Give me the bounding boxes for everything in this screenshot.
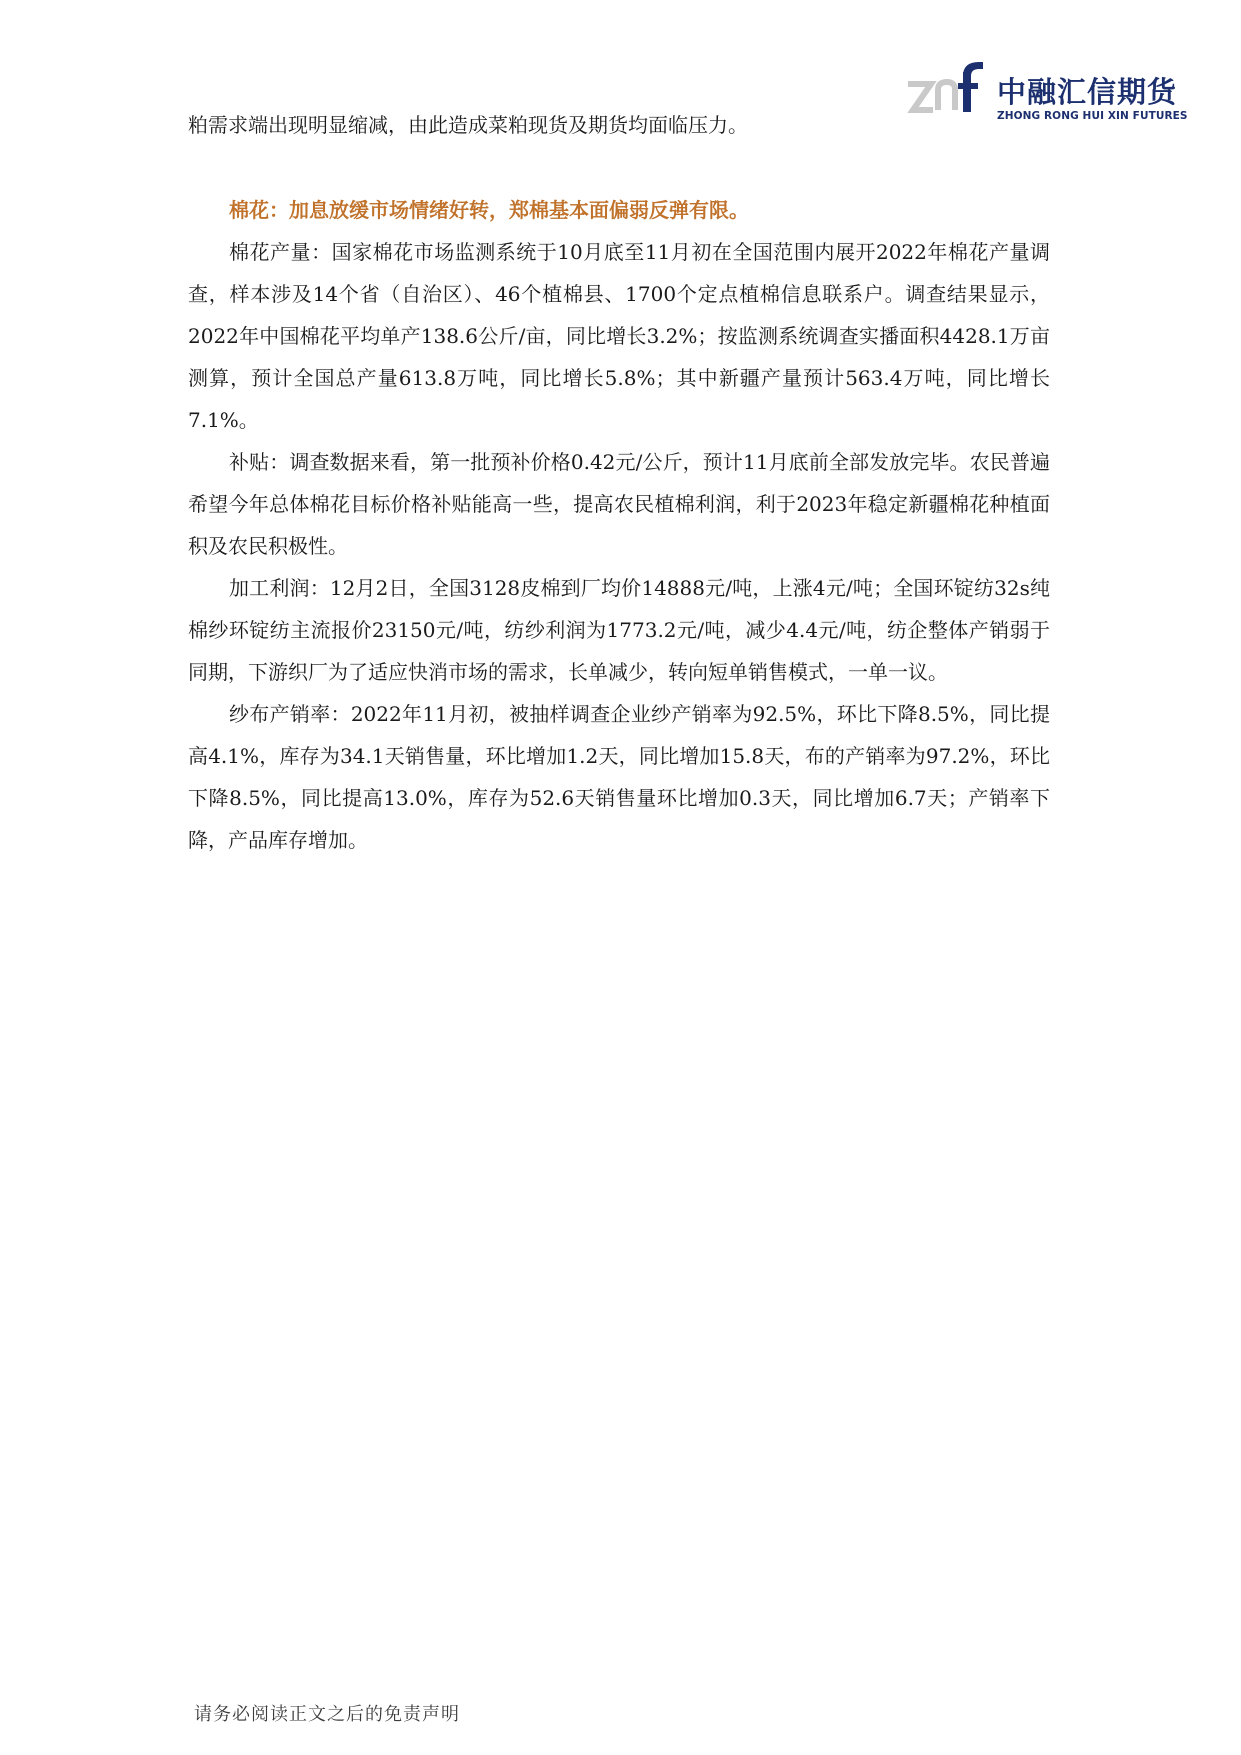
logo-english-name: ZHONG RONG HUI XIN FUTURES <box>997 110 1188 122</box>
logo-chinese-name: 中融汇信期货 <box>997 75 1178 109</box>
paragraph-yarn-cloth-sales: 纱布产销率：2022年11月初，被抽样调查企业纱产销率为92.5%，环比下降8.5%，同比提高4.1%，库存为34.1天销售量，环比增加1.2天，同比增加15.8天，布的产销率为97.2%，环比下降8.5%，同比提高13.0%，库存为52.6天销售量环比增加0.3天，同比增加6.7天；产销率下降，产品库存增加。 <box>188 702 1050 852</box>
paragraph-cotton-output: 棉花产量：国家棉花市场监测系统于10月底至11月初在全国范围内展开2022年棉花产量调查，样本涉及14个省（自治区）、46个植棉县、1700个定点植棉信息联系户。调查结果显示，2022年中国棉花平均单产138.6公斤/亩，同比增长3.2%；按监测系统调查实播面积4428.1万亩测算，预计全国总产量613.8万吨，同比增长5.8%；其中新疆产量预计563.4万吨，同比增长7.1%。 <box>188 240 1050 432</box>
paragraph-subsidy: 补贴：调查数据来看，第一批预补价格0.42元/公斤，预计11月底前全部发放完毕。农民普遍希望今年总体棉花目标价格补贴能高一些，提高农民植棉利润，利于2023年稳定新疆棉花种植面积及农民积极性。 <box>188 450 1050 558</box>
section-heading-cotton: 棉花：加息放缓市场情绪好转，郑棉基本面偏弱反弹有限。 <box>229 198 749 222</box>
lead-paragraph: 粕需求端出现明显缩减，由此造成菜粕现货及期货均面临压力。 <box>188 113 748 137</box>
footer-disclaimer: 请务必阅读正文之后的免责声明 <box>194 1704 460 1725</box>
paragraph-processing-profit: 加工利润：12月2日，全国3128皮棉到厂均价14888元/吨，上涨4元/吨；全国环锭纺32s纯棉纱环锭纺主流报价23150元/吨，纺纱利润为1773.2元/吨，减少4.4元/吨，纺企整体产销弱于同期，下游织厂为了适应快消市场的需求，长单减少，转向短单销售模式，一单一议。 <box>188 576 1050 684</box>
report-content <box>188 104 1050 861</box>
